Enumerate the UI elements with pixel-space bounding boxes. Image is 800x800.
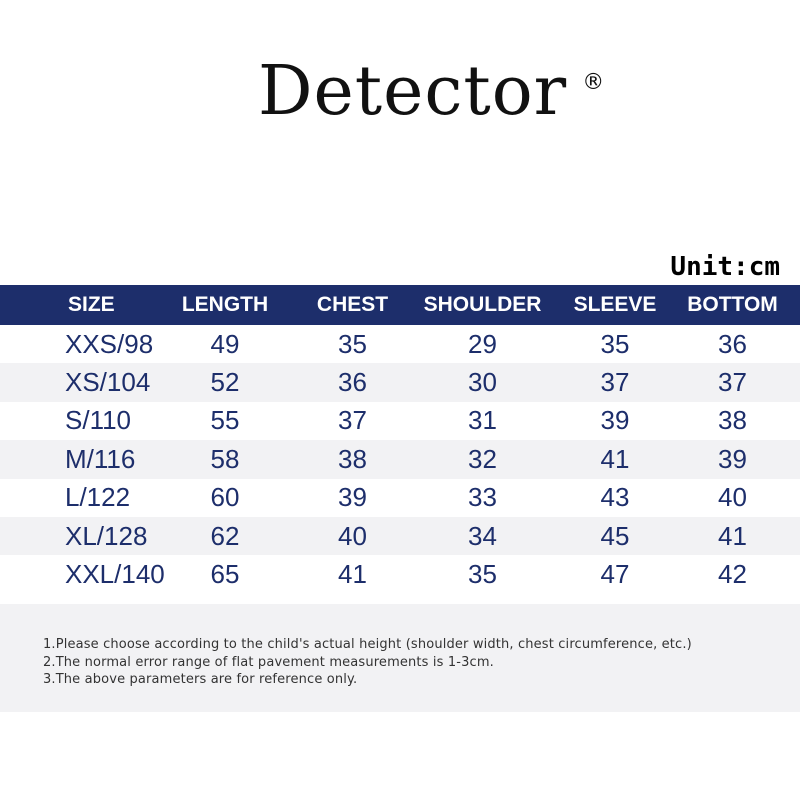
cell-length: 62 [210, 520, 240, 551]
cell-bottom: 40 [718, 482, 747, 513]
cell-sleeve: 37 [600, 367, 630, 398]
cell-chest: 37 [338, 405, 367, 436]
brand-logo [258, 52, 606, 131]
cell-shoulder: 32 [468, 443, 497, 474]
cell-size: L/122 [65, 482, 131, 513]
size-chart-table [0, 285, 800, 594]
cell-shoulder: 35 [468, 559, 497, 590]
note-line: 3.The above parameters are for reference only. [43, 672, 358, 687]
cell-size: XS/104 [65, 367, 151, 398]
registered-mark: ® [582, 70, 606, 95]
cell-length: 58 [210, 443, 240, 474]
cell-length: 52 [210, 367, 240, 398]
cell-bottom: 41 [718, 520, 747, 551]
table-row [0, 517, 800, 555]
cell-bottom: 37 [718, 367, 747, 398]
cell-size: XL/128 [65, 520, 148, 551]
cell-size: M/116 [65, 443, 136, 474]
cell-chest: 38 [338, 443, 367, 474]
header-chest: CHEST [316, 293, 389, 316]
note-line: 1.Please choose according to the child's actual height (shoulder width, chest circumference, etc.) [43, 637, 692, 652]
notes-panel [0, 604, 800, 712]
unit-label: Unit:cm [670, 252, 780, 282]
table-row [0, 325, 800, 363]
cell-sleeve: 47 [600, 559, 630, 590]
cell-chest: 35 [338, 328, 367, 359]
cell-shoulder: 31 [468, 405, 497, 436]
cell-shoulder: 29 [468, 328, 497, 359]
cell-bottom: 36 [718, 328, 747, 359]
table-row [0, 440, 800, 478]
cell-bottom: 38 [718, 405, 747, 436]
cell-size: S/110 [65, 405, 132, 436]
table-row [0, 402, 800, 440]
header-size: SIZE [68, 293, 115, 316]
header-sleeve: SLEEVE [573, 293, 657, 316]
cell-size: XXS/98 [65, 328, 154, 359]
cell-chest: 36 [338, 367, 367, 398]
cell-bottom: 42 [718, 559, 747, 590]
cell-sleeve: 41 [600, 443, 630, 474]
cell-bottom: 39 [718, 443, 747, 474]
table-row [0, 479, 800, 517]
cell-length: 49 [210, 328, 240, 359]
table-row [0, 555, 800, 593]
cell-shoulder: 33 [468, 482, 497, 513]
table-row [0, 363, 800, 401]
cell-length: 65 [210, 559, 240, 590]
table-header-row [0, 285, 800, 325]
brand-name: Detector [258, 52, 568, 131]
cell-chest: 41 [338, 559, 367, 590]
header-length: LENGTH [181, 293, 269, 316]
cell-sleeve: 35 [600, 328, 630, 359]
header-bottom: BOTTOM [687, 293, 778, 316]
header-shoulder: SHOULDER [423, 293, 542, 316]
cell-shoulder: 34 [468, 520, 497, 551]
cell-size: XXL/140 [65, 559, 165, 590]
cell-sleeve: 39 [600, 405, 630, 436]
cell-sleeve: 45 [600, 520, 630, 551]
cell-chest: 39 [338, 482, 367, 513]
cell-shoulder: 30 [468, 367, 497, 398]
cell-length: 55 [210, 405, 240, 436]
cell-sleeve: 43 [600, 482, 630, 513]
cell-length: 60 [210, 482, 240, 513]
note-line: 2.The normal error range of flat pavement measurements is 1-3cm. [43, 654, 494, 670]
cell-chest: 40 [338, 520, 367, 551]
